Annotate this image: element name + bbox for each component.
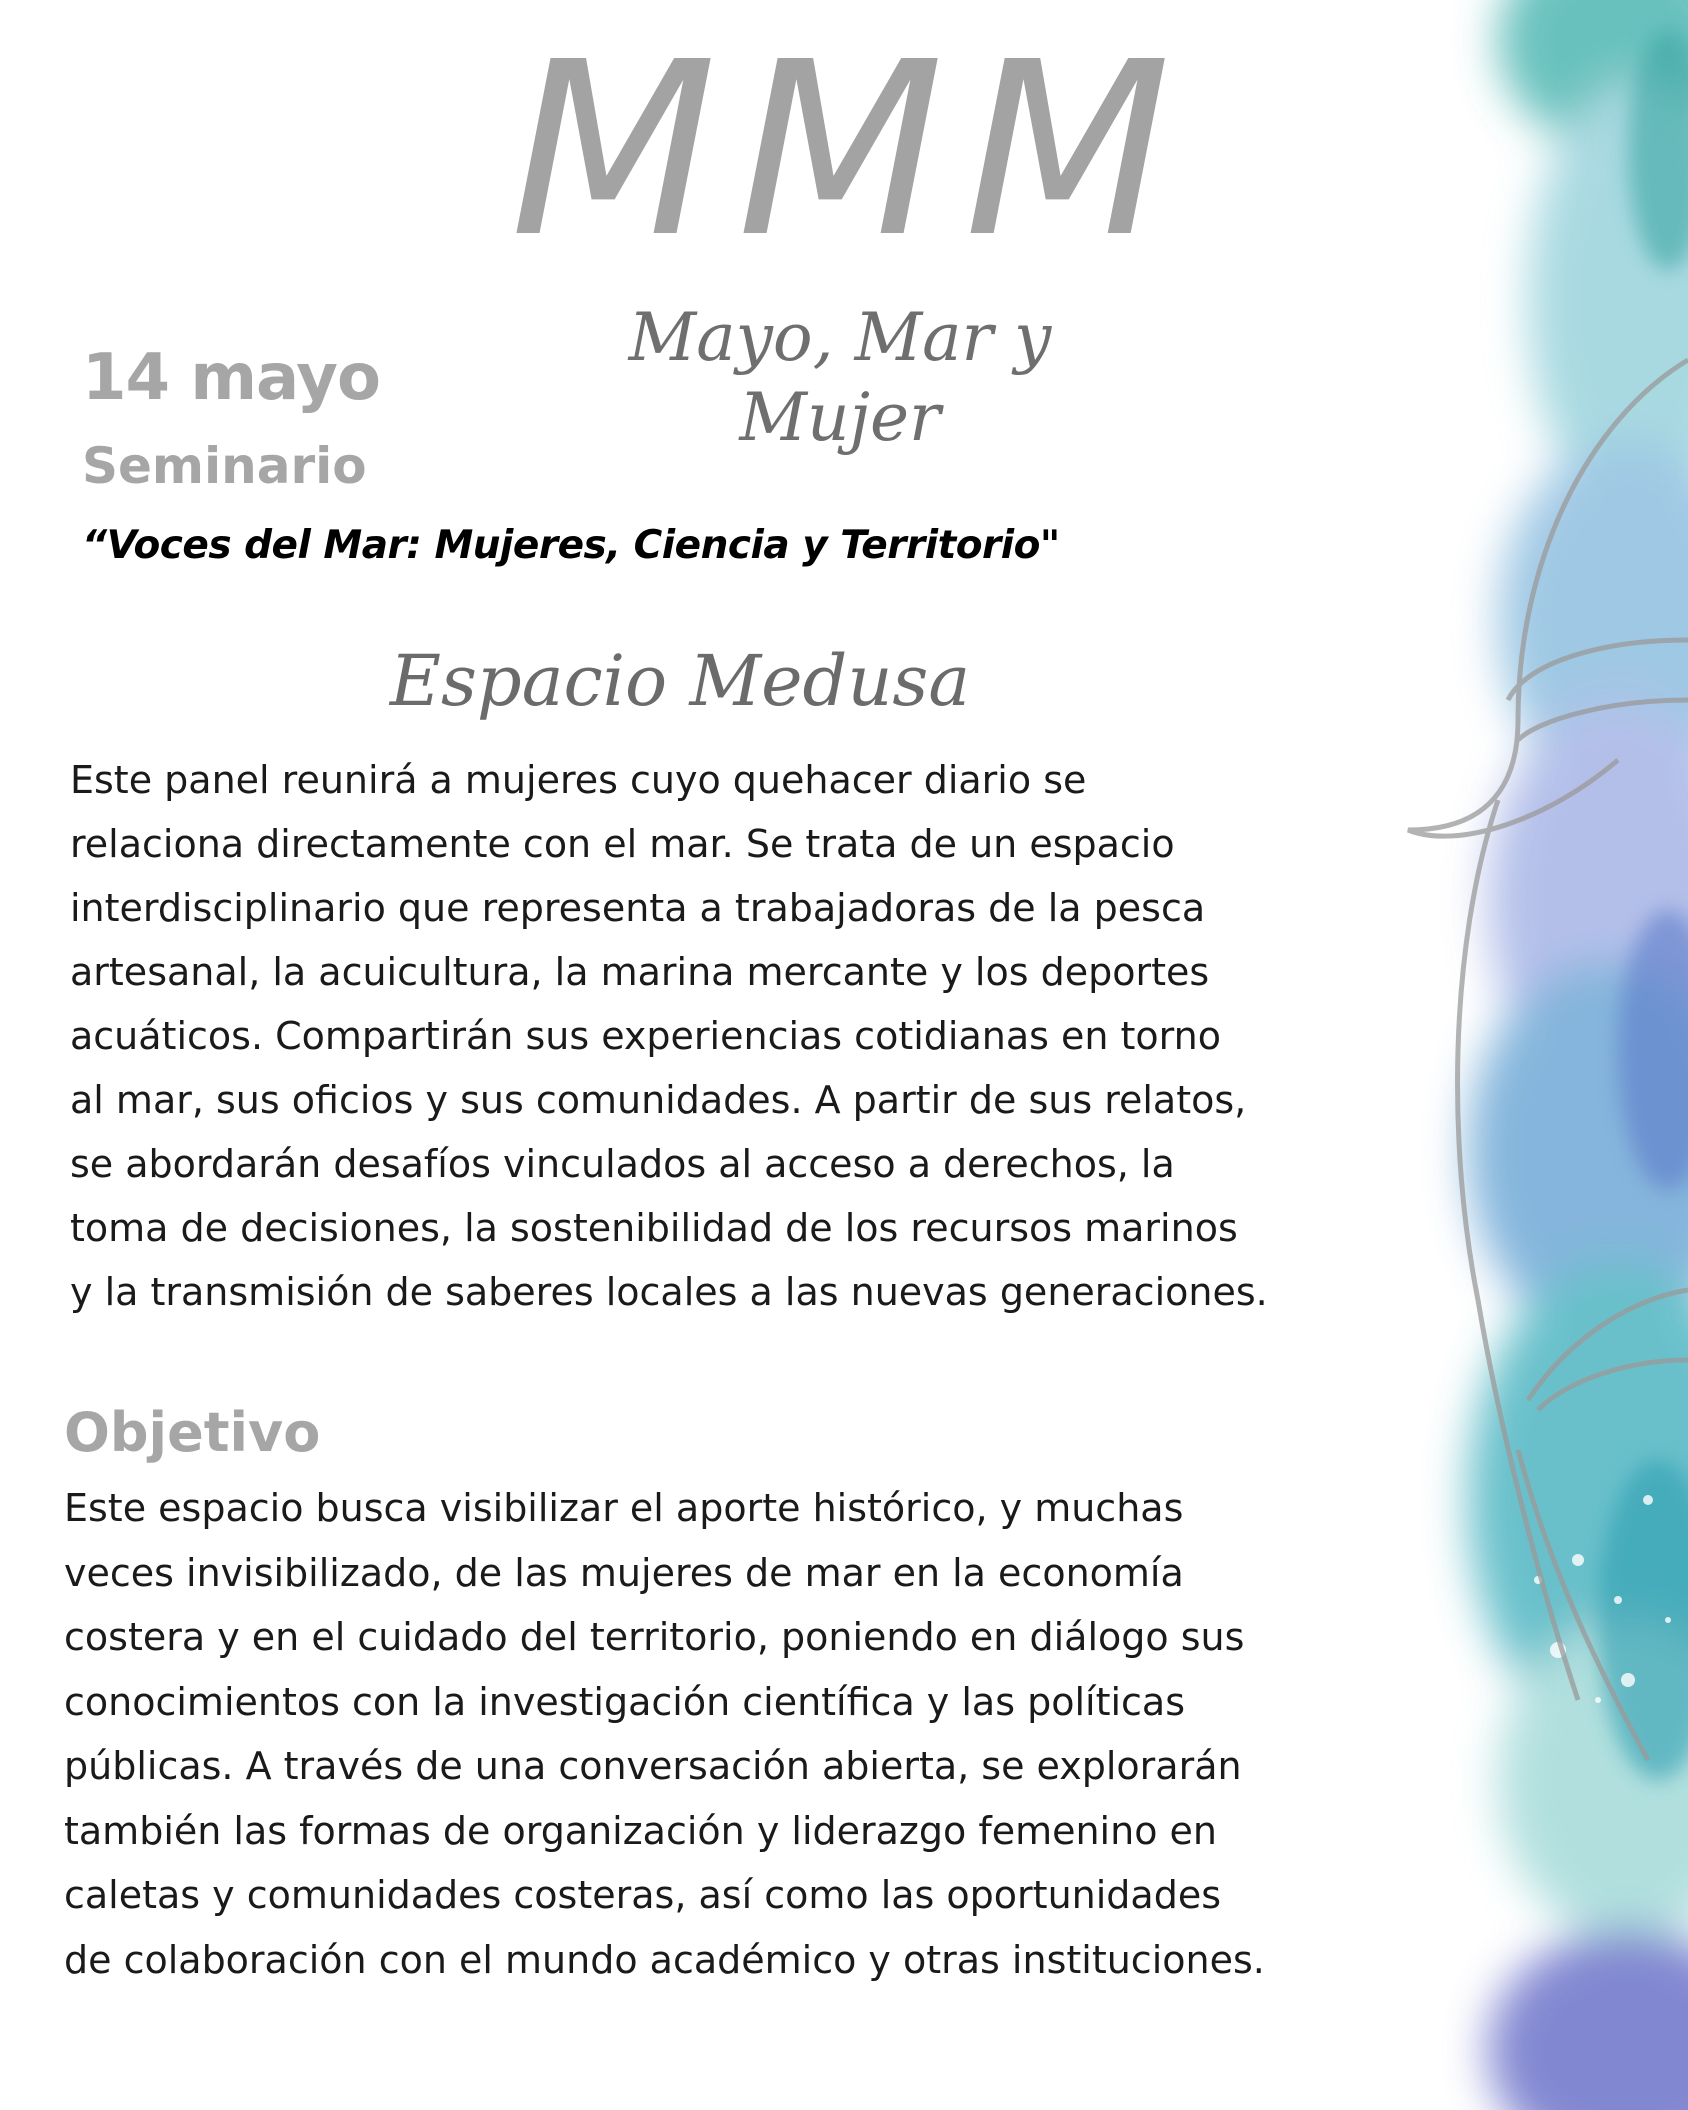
objective-line: conocimientos con la investigación científica y las políticas — [64, 1679, 1186, 1724]
event-kind: Seminario — [82, 437, 367, 495]
objective-line: costera y en el cuidado del territorio, poniendo en diálogo sus — [64, 1615, 1245, 1659]
description-paragraph — [70, 748, 1390, 1324]
logo-tagline: Mayo, Mar y Mujer — [628, 299, 1052, 456]
objective-line: caletas y comunidades costeras, así como las oportunidades — [64, 1873, 1221, 1917]
description-line: relaciona directamente con el mar. Se trata de un espacio — [70, 822, 1175, 866]
description-line: Este panel reunirá a mujeres cuyo quehacer diario se — [70, 758, 1087, 802]
watercolor-decoration — [1368, 0, 1688, 2110]
event-date: 14 mayo — [82, 341, 380, 415]
description-line: artesanal, la acuicultura, la marina mercante y los deportes — [70, 950, 1210, 994]
objective-heading: Objetivo — [64, 1401, 321, 1464]
description-line: interdisciplinario que representa a trabajadoras de la pesca — [70, 886, 1206, 930]
objective-paragraph — [64, 1476, 1394, 1992]
space-name: Espacio Medusa — [389, 640, 971, 722]
description-line: y la transmisión de saberes locales a las nuevas generaciones. — [70, 1270, 1268, 1314]
objective-line: de colaboración con el mundo académico y otras instituciones. — [64, 1937, 1265, 1982]
objective-line: también las formas de organización y liderazgo femenino en — [64, 1808, 1217, 1853]
description-line: toma de decisiones, la sostenibilidad de los recursos marinos — [70, 1206, 1238, 1250]
objective-line: públicas. A través de una conversación abierta, se explorarán — [64, 1744, 1242, 1788]
description-line: acuáticos. Compartirán sus experiencias cotidianas en torno — [70, 1014, 1221, 1058]
objective-line: Este espacio busca visibilizar el aporte histórico, y muchas — [64, 1486, 1184, 1530]
event-title: “Voces del Mar: Mujeres, Ciencia y Territorio" — [82, 523, 1060, 568]
objective-line: veces invisibilizado, de las mujeres de mar en la economía — [64, 1550, 1184, 1595]
description-line: al mar, sus oficios y sus comunidades. A partir de sus relatos, — [70, 1078, 1247, 1122]
description-line: se abordarán desafíos vinculados al acceso a derechos, la — [70, 1142, 1175, 1186]
logo-mark: MMM — [510, 10, 1192, 290]
